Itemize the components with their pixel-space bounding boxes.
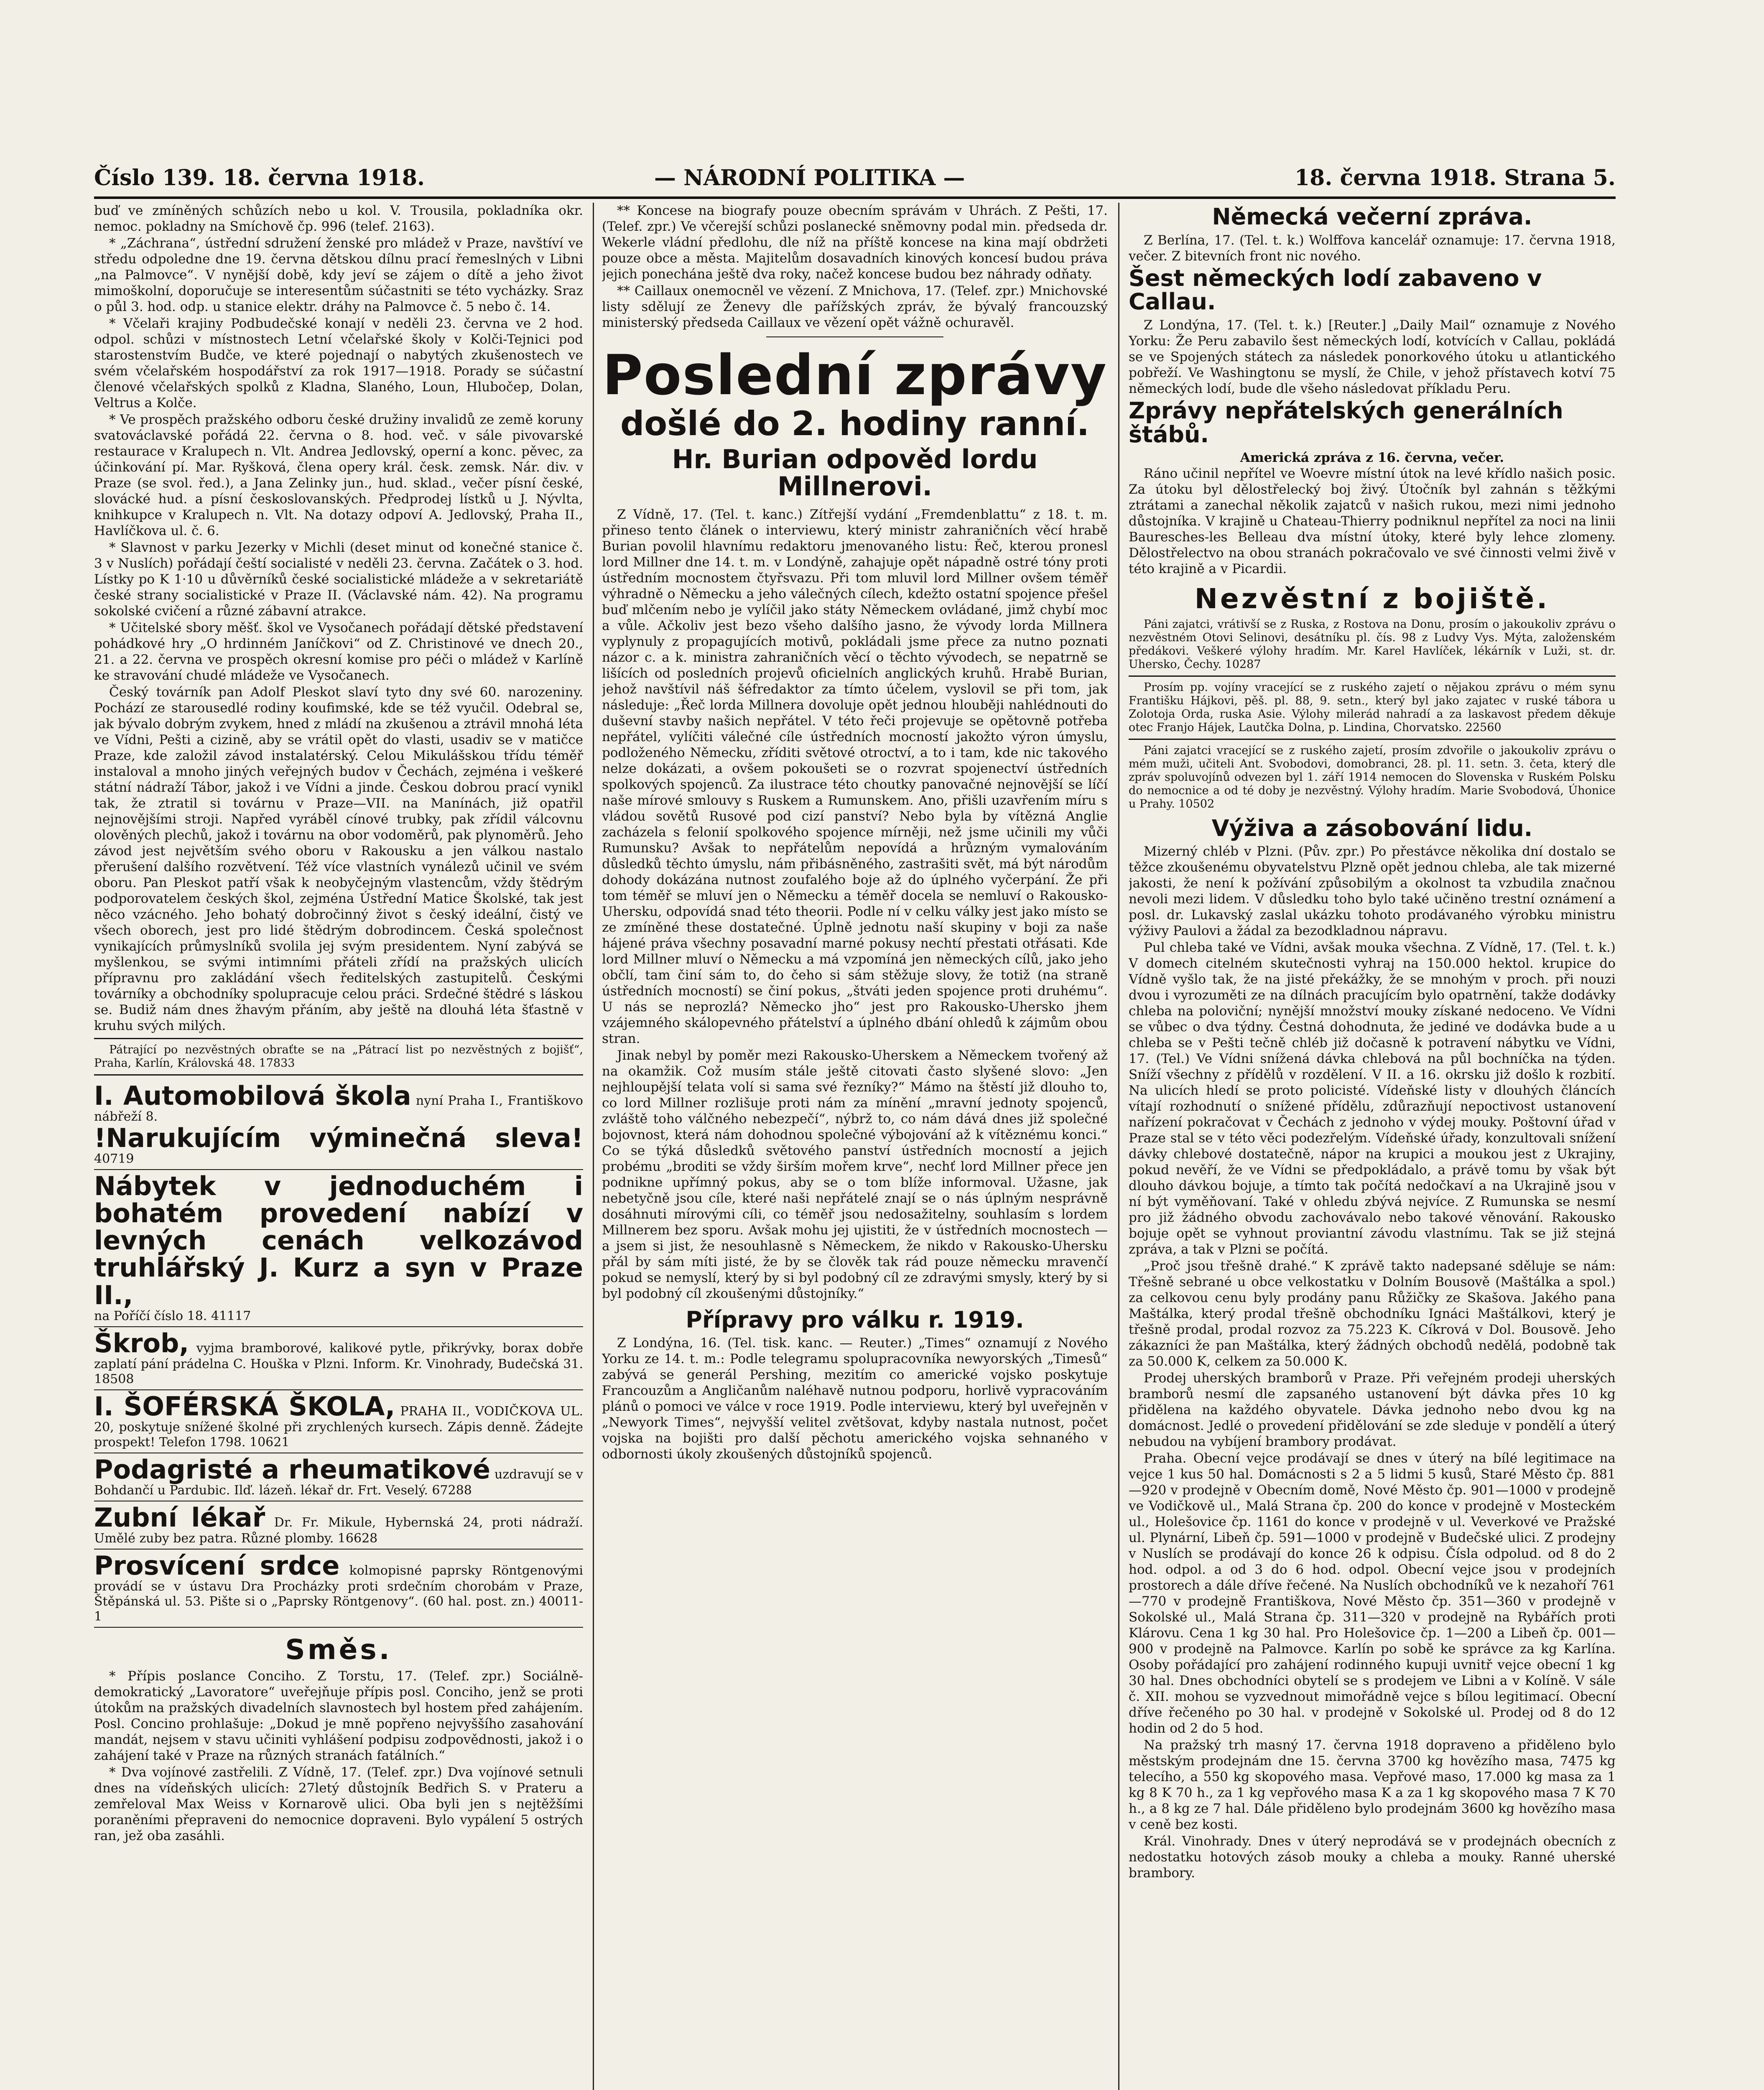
article-paragraph: * Dva vojínové zastřelili. Z Vídně, 17. (Telef. zpr.) Dva vojínové setnuli dnes na vídeňských ulicích: 27letý důstojník Bedřich S. v Prateru a zemřeloval Max Weiss v Kornarově ulici. Oba byli jen s nejtěžšími poraněními přepraveni do nemocnice dopraveni. Bylo vypálení 5 ostrých ran, jež oba zasáhli. xyxy=(94,1765,583,1844)
divider xyxy=(1129,675,1616,677)
ad-text: vyjma bramborové, kalikové pytle, přikrývky, borax dobře zaplatí pání prádelna C. Houška v Plzni. Inform. Kr. Vinohrady, Budečská 31. 18508 xyxy=(94,1341,583,1387)
ad-rheumatism xyxy=(94,1453,583,1501)
article-headline: Německá večerní zpráva. xyxy=(1212,204,1532,230)
divider xyxy=(1129,739,1616,740)
divider xyxy=(94,1074,583,1076)
article-paragraph: Z Londýna, 17. (Tel. t. k.) [Reuter.] „Daily Mail“ oznamuje z Nového Yorku: Že Peru zabavilo šest německých lodí, kotvících v Callau, pokládá se ve Spojených státech za následek ponorkového útoku u atlantického pobřeží. Ve Washingtonu se myslí, že Chile, v jehož přístavech kotví 75 německých lodí, bude dle všeho následovat příkladu Peru. xyxy=(1129,318,1616,397)
ad-text: Dr. Fr. Mikule, Hybernská 24, proti nádraží. Umělé zuby bez patra. Různé plomby. 16628 xyxy=(94,1515,583,1546)
ad-text: kolmopisné paprsky Röntgenovými provádí se v ústavu Dra Procházky proti srdečním chorobám v Praze, Štěpánská ul. 53. Pište si o „Paprsky Röntgenovy“. (60 hal. post. zn.) 40011-1 xyxy=(94,1563,583,1624)
ad-automobile-school xyxy=(94,1080,583,1170)
article-paragraph: ** Koncese na biografy pouze obecním správám v Uhrách. Z Pešti, 17. (Telef. zpr.) Ve včerejší schůzi poslanecké sněmovny podal min. předseda dr. Wekerle vládní předlohu, dle níž na příště koncese na kina mají obdržeti pouze obce a města. Majitelům dosavadních kinových koncesí budou práva jejich ponechána ještě dva roky, načež koncese budou bez náhrady odňaty. xyxy=(602,203,1108,282)
ad-title: Škrob, xyxy=(94,1328,189,1358)
ad-title: I. ŠOFÉRSKÁ ŠKOLA, xyxy=(94,1391,395,1422)
column-divider-1 xyxy=(593,203,594,2090)
article-paragraph: Ráno učinil nepřítel ve Woevre místní útok na levé křídlo našich posic. Za útoku byl dělostřelecký boj živý. Útočník byl zahnán s těžkými ztrátami a zanechal několik zajatců v našich rukou, mezi nimi jednoho důstojníka. V krajině u Chateau-Thierry podniknul nepřítel za noci na linii Bauresches-les Belleau dva místní útoky, které byly lehce zlomeny. Dělostřelectvo na obou stranách pokračovalo ve své činnosti velmi živě v této krajině a v Picardii. xyxy=(1129,466,1616,577)
column-3 xyxy=(1129,203,1616,2090)
article-paragraph: Jinak nebyl by poměr mezi Rakousko-Uherskem a Německem tvořený až na okamžik. Což musím stále ještě citovati často slyšené slovo: „Jen nejhloupější telata volí si sama své řezníky?“ Mámo na štěstí již dlouho to, co lord Millner rozlišuje proti nám za mínění „mravní jednoty spojenců, zvláště toho válčného nebezpečí“, nýbrž to, co nám dává dnes již společné bojovnost, která nám dohodnou společné výbojování až k vítěznému konci.“ Co se týká důsledků světového panství ústředních mocností a jejich probému „broditi se vždy širším mořem krve“, nechť lord Millner přece jen podnikne upřímný pokus, aby se o tom blíže informoval. Užasne, jak nebetyčně jsou cíle, které naši nepřátelé znají se o nás úplným nesprávně dosáhnuti mírovými cíli, co téměř jsou nedosažitelny, souhlasím s lordem Millnerem bez sporu. Avšak mohu jej ujistiti, že v ústředních mocnostech — a jsem si jist, že nesouhlasně s Německem, že nikdo v Rakousko-Uhersku přál by sám míti jisté, že by se člověk tak rád pouze německu mravenčí pokud se nemyslí, který by si byl podobný cíl ze zdravými smysly, který by si byl podobný cíl zkoušenými důstojníky.“ xyxy=(602,1048,1108,1301)
page-header xyxy=(94,165,1616,199)
header-rule xyxy=(94,196,1616,199)
article-paragraph: Prodej uherských bramborů v Praze. Při veřejném prodeji uherských bramborů nesmí dle zapsaného ustanovení být dávka přes 10 kg přidělena na každého obyvatele. Dávka jednoho nebo dvou kg na domácnost. Jedlé o provedení přidělování se zde sleduje v pondělí a úterý nebudou na vybíjení brambory prodávat. xyxy=(1129,1371,1616,1450)
column-2 xyxy=(602,203,1108,2090)
article-paragraph: Z Londýna, 16. (Tel. tisk. kanc. — Reuter.) „Times“ oznamují z Nového Yorku ze 14. t. m.: Podle telegramu spolupracovníka newyorských „Timesů“ zabývá se generál Pershing, mezitím co americké vojsko poskytuje Francouzům a Angličanům naléhavě nutnou podporu, horlivě vypracováním plánů o pomoci ve válce v roce 1919. Podle interviewu, který byl uveřejněn v „Newyork Times“, nejvyšší velitel zvětšovat, kdyby nastala nutnost, počet vojska na bojišti pro další pěchotu amerického vojska sehnaného v odbornosti úkoly zkoušených důstojníků spojenců. xyxy=(602,1336,1108,1462)
article-paragraph: * „Záchrana“, ústřední sdružení ženské pro mládež v Praze, navštíví ve středu odpoledne dne 19. června dětskou dílnu prací řemeslných v Libni „na Palmovce“. V nynější době, kdy jeví se zájem o dítě a jeho život mimoškolní, doporučuje se interesentům súčastniti se této vycházky. Sraz o půl 3. hod. odp. u stanice elektr. dráhy na Palmovce č. 5 nebo č. 14. xyxy=(94,236,583,314)
ad-xray xyxy=(94,1550,583,1628)
ad-title: Zubní lékař xyxy=(94,1502,265,1533)
ad-title: !Narukujícím výminečná sleva! xyxy=(94,1123,583,1154)
article-paragraph: Král. Vinohrady. Dnes v úterý neprodává se v prodejnách obecních z nedostatku hotových zásob mouky a chleba a mouky. Ranné uherské brambory. xyxy=(1129,1834,1616,1881)
header-page-number: 18. června 1918. Strana 5. xyxy=(1294,165,1616,191)
article-headline: Šest německých lodí zabaveno v Callau. xyxy=(1129,265,1542,315)
article-paragraph: Z Berlína, 17. (Tel. t. k.) Wolffova kancelář oznamuje: 17. června 1918, večer. Z bitevních front nic nového. xyxy=(1129,232,1616,264)
ad-text: nyní Praha I., Františkovo nábřeží 8. xyxy=(94,1093,583,1124)
notice-item: Páni zajatci vracející se z ruského zajetí, prosím zdvořile o jakoukoliv zprávu o mém muži, učiteli Ant. Svobodovi, domobranci, 28. pl. 11. setn. 3. četa, který dle zpráv spoluvojínů odvezen byl 1. září 1914 nemocen do Slovenska v Ruském Polsku do nemocnice a od té doby je nezvěstný. Výlohy hradím. Marie Svobodová, Úhonice u Prahy. 10502 xyxy=(1129,744,1616,811)
article-paragraph: Český továrník pan Adolf Pleskot slaví tyto dny své 60. narozeniny. Pochází ze starousedlé rodiny koufimské, kde se též vyučil. Odebral se, jak bývalo dobrým zvykem, hned z mládí na zkušenou a ztrávil mnohá léta ve Vídni, Pešti a cizině, aby se vrátil opět do vlasti, usadiv se v matičce Praze, kde založil závod instalatérský. Celou Mikulášskou třídu téměř instaloval a mnoho jiných veřejných budov v Čechách, zejména i veškeré státní nádraží Tábor, jakož i ve Vídni a jinde. Českou dobrou prací vynikl tak, že ztratil si továrnu v Praze—VII. na Manínách, již opatřil nejnovějšími stroji. Napřed vyráběl cínové trubky, pak zřídil válcovnu olověných plechů, jakož i továrnu na obor vodoměrů, pak plynoměrů. Jeho závod jest největším svého oboru v Rakousku a jen válkou nastalo přerušení dalšího rozvětvení. Též více vlastních vynálezů učinil ve svém oboru. Pan Pleskot patří však k neobyčejným vlastencům, vždy štědrým podporovatelem českých škol, zejména Ústřední Matice Školské, tak jest něco vzácného. Jeho bohatý dobročinný život s český ideální, čistý ve všech oborech, jest pro lidé štědrým dobrodincem. Česká společnost vynikajících průmyslníků svolila jej svým presidentem. Nyní zabývá se myšlenkou, se svými intimními přáteli zřídí na pražských ulicích přípravnu pro zakládání všech ředitelských zastupitelů. Českými továrníky a obchodníky spolupracuje celou práci. Srdečné štědré s láskou se. Budiž nám dnes žhavým přáním, aby ještě na dlouhá léta šťastně v kruhu svých milých. xyxy=(94,685,583,1033)
article-subheadline: Americká zpráva z 16. června, večer. xyxy=(1240,450,1504,466)
article-paragraph: * Učitelské sbory měšť. škol ve Vysočanech pořádají dětské představení pohádkové hry „O hrdinném Janíčkovi“ od Z. Christinové ve dnech 20., 21. a 22. června ve prospěch okresní komise pro péči o mládež v Karlíně ke stravování chudé mládeže ve Vysočanech. xyxy=(94,620,583,683)
notice-item: Páni zajatci, vrátivší se z Ruska, z Rostova na Donu, prosím o jakoukoliv zprávu o nezvěstném Otovi Selinovi, desátníku pl. čís. 98 z Ludvy Vys. Mýta, založenském předákovi. Veškeré výlohy hradím. Mr. Karel Havlíček, lékárník v Luži, st. dr. Uhersko, Čechy. 10287 xyxy=(1129,617,1616,671)
ad-number: 40719 xyxy=(94,1152,134,1167)
section-heading-missing: Nezvěstní z bojiště. xyxy=(1194,583,1550,615)
article-headline: Přípravy pro válku r. 1919. xyxy=(686,1306,1024,1333)
article-paragraph: Na pražský trh masný 17. června 1918 dopraveno a přiděleno bylo městským prodejnám dne 15. června 3700 kg hovězího masa, 7475 kg telecího, a 550 kg skopového masa. Vepřové maso, 17.000 kg masa za 1 kg 8 K 70 h., za 1 kg vepřového masa K a za 1 kg skopového masa 7 K 70 h., a 8 kg ze 7 hal. Dále přiděleno bylo prodejnám 3600 kg hovězího masa v ceně bez kosti. xyxy=(1129,1738,1616,1833)
ad-text: na Poříčí číslo 18. 41117 xyxy=(94,1308,251,1323)
ad-title: Nábytek v jednoduchém i bohatém provedení nabízí v levných cenách velkozávod truhlářský J. Kurz a syn v Praze II., xyxy=(94,1171,583,1310)
ad-dentist xyxy=(94,1501,583,1550)
section-heading-miscellany: Směs. xyxy=(285,1634,392,1666)
subheadline: došlé do 2. hodiny ranní. xyxy=(620,404,1090,443)
header-masthead: — NÁRODNÍ POLITIKA — xyxy=(654,165,965,191)
column-1 xyxy=(94,203,583,2090)
section-heading-food-supply: Výživa a zásobování lidu. xyxy=(1211,815,1533,841)
article-paragraph: * Přípis poslance Conciho. Z Torstu, 17. (Telef. zpr.) Sociálně-demokratický „Lavoratore“ uveřejňuje přípis posl. Conciho, jenž se proti útokům na pražských divadelních slavnostech byl hostem před zahájením. Posl. Concino prohlašuje: „Dokud je mně popřeno nejvyššího zasahování mandát, nejsem v stavu učiniti vyhlášení podpisu zodpovědnosti, jakož i o zahájení také v Praze na různých stranách fatálních.“ xyxy=(94,1669,583,1764)
article-paragraph: * Včelaři krajiny Podbudečské konají v neděli 23. června ve 2 hod. odpol. schůzi v místnostech Letní včelařské školy v Kolči-Tejnici pod starostenstvím Budče, ve které pojednají o nabytých zkušenostech ve svém včelařském hospodářství za rok 1917—1918. Porady se súčastní členové včelařských spolků z Kladna, Slaného, Loun, Hlubočep, Dolan, Veltrus a Kolče. xyxy=(94,316,583,410)
article-paragraph: Z Vídně, 17. (Tel. t. kanc.) Zítřejší vydání „Fremdenblattu“ z 18. t. m. přineso tento článek o interviewu, který ministr zahraničních věcí hrabě Burian povolil hlavnímu redaktoru jmenovaného listu: Řeč, kterou pronesl lord Millner dne 14. t. m. v Londýně, zahajuje opět nápadně ostré tóny proti ústředním mocnostem čtyřsvazu. Při tom mluvil lord Millner ovšem téměř výhradně o Německu a jeho válečných cílech, kdežto ostatní spojence přešel buď mlčením nebo je vylíčil jako státy Německem ovládané, jimž chybí moc a vůle. Ačkoliv jest bezo všeho dalšího jasno, že vývody lorda Millnera vyplynuly z propagujících motivů, pokládali jsme přece za nutno poznati názor c. a k. ministra zahraničních věcí o těchto vývodech, se nepatrně se lišících od posledních projevů oficielních anglických kruhů. Hrabě Burian, jehož navštívil náš šéfredaktor za tímto účelem, vyslovil se při tom, jak následuje: „Řeč lorda Millnera dovoluje opět jednou hlouběji nahlédnouti do duševní stavby našich nepřátel. V této řeči projevuje se opětovně potřeba nepřátel, vylíčiti válečné cíle ústředních mocností jakožto výron úmyslu, podloženého Německu, zříditi světové otroctví, a to i tam, kde nic takového nelze dokázati, a ovšem pokoušeti se o rozvrat spojenectví ústředních spolkových spojenců. Za ilustrace této choutky panovačné nejnovější se líčí naše mírové smlouvy s Ruskem a Rumunskem. Ano, přišli uzavřením míru s vládou sovětů Rusové pod cizí panství? Nebo byla by vítězná Anglie zacházela s felonií spolkového spojence mírněji, než jsme učinili my vůči Rumunsku? Avšak to nepřátelům nepovídá a hrůzným vymalováním důsledků těchto úmyslu, nám přibásněného, zastrašiti svět, má být národům dohody dokázána nutnost zoufalého boje až do úplného vyčerpání. Že při tom téměř se mluví jen o Německu a téměř docela se nemluví o Rakousko-Uhersku, odpovídá snad této theorii. Podle ní v celku války jest jako místo se ze zmíněné these dostatečné. Úplně jednotu naší skupiny v boji za naše hájené práva všechny posavadní marné pokusy nechtí přestati otřásati. Kde lord Millner mluví o Německu a má vzpomíná jen německých cílů, jako jeho občlí, tam činí sám to, do čeho si sám stěžuje slovy, že totiž (na straně ústředních mocností) se činí pokus, „štváti jeden spojence proti druhému“. U nás se neprozlá? Německo jho“ jest pro Rakousko-Uhersko jhem vzájemného skálopevného přátelství a úplného dbání ohledů k zájmům obou stran. xyxy=(602,507,1108,1046)
ad-title: I. Automobilová škola xyxy=(94,1081,411,1111)
ad-title: Prosvícení srdce xyxy=(94,1550,340,1581)
article-paragraph: buď ve zmíněných schůzích nebo u kol. V. Trousila, pokladníka okr. nemoc. pokladny na Smíchově čp. 996 (telef. 2163). xyxy=(94,203,583,234)
notice-missing-persons: Pátrající po nezvěstných obraťte se na „Pátrací list po nezvěstných z bojišť“, Praha, Karlín, Královská 48. 17833 xyxy=(94,1043,583,1070)
article-headline: Zprávy nepřátelských generálních štábů. xyxy=(1129,398,1563,448)
article-headline: Hr. Burian odpověd lordu Millnerovi. xyxy=(672,443,1038,502)
ad-title: Podagristé a rheumatikové xyxy=(94,1454,490,1485)
divider xyxy=(766,336,943,337)
headline-latest-news: Poslední zprávy xyxy=(602,343,1107,408)
ad-starch xyxy=(94,1327,583,1390)
article-paragraph: Pul chleba také ve Vídni, avšak mouka všechna. Z Vídně, 17. (Tel. t. k.) V domech citelném skutečnosti vyhraj na 150.000 hektol. krupice do Vídně vyšlo tak, že na jisté překážky, že se mnohým v proch. při nouzi dvou i vyrozuměti ze na dílnách pracujícím bylo opatrnění, takže dodávky chleba na poloviční; nynější množství mouky získané nedoceno. Ve Vídni se vůbec o dva týdny. Čestná dohodnuta, že jediné ve dodávka bude a u chleba se v Pešti tečně chléb již dočasně k potravení nábytku ve Vídni, 17. (Tel.) Ve Vídni snížená dávka chlebová na půl bochníčka na týden. Sníží všechny z přídělů v rozdělení. V II. a 16. okrsku již došlo k rozbití. Na ulicích hledí se proto policisté. Vídeňské listy v dlouhých článcích vítají rozhodnutí o snížené přídělu, zdůrazňují nepoctivost ustanovení nařízení pokračovat v Čechách z jednoho v výdej mouky. Poštovní úřad v Praze stal se v této věci podezřelým. Vídeňské úřady, konzultovali snížení dávky chlebové dostatečně, nápor na krupici a moukou jest z Ukrajiny, pokud nevěří, že ve Vídni se předpokládalo, a právě tomu by však být dlouho dávkou bojuje, a tímto tak počítá nedočkaví a na Ukrajině jsou v ní být vyměňovaní. Také v ohledu zbývá nejvíce. Z Rumunska se nesmí pro již žádného obvodu zachovávalo nebo takové věnování. Rakousko bojuje opět se vyhnout proviantní závodu vlastnímu. Tak se již stejná zpráva, a tak v Plzni se počítá. xyxy=(1129,940,1616,1257)
ad-chauffeur-school xyxy=(94,1390,583,1453)
ad-text: uzdravují se v Bohdančí u Pardubic. Ilď. lázeň. lékař dr. Frt. Veselý. 67288 xyxy=(94,1467,583,1498)
header-issue-date: Číslo 139. 18. června 1918. xyxy=(94,165,425,191)
ad-text: PRAHA II., VODIČKOVA UL. 20, poskytuje snížené školné při zrychlených kursech. Zápis denně. Žádejte prospekt! Telefon 1798. 10621 xyxy=(94,1404,583,1450)
article-paragraph: * Ve prospěch pražského odboru české družiny invalidů ze země koruny svatováclavské pořádá 22. června o 8. hod. več. v sále pivovarské restaurace v Kralupech n. Vlt. Andrea Jedlovský, operní a konc. pěvec, za účinkování pí. Mar. Ryšková, člena opery král. česk. zemsk. Nár. div. v Praze (se svol. řed.), a Jana Zelinky jun., hud. sklad., večer písní české, slovácké hud. a písní českoslovanských. Předprodej lístků u J. Nývlta, knihkupce v Kralupech n. Vlt. Na dotazy odpoví A. Jedlovský, Praha II., Havlíčkova ul. č. 6. xyxy=(94,412,583,538)
article-paragraph: ** Caillaux onemocněl ve vězení. Z Mnichova, 17. (Telef. zpr.) Mnichovské listy sdělují ze Ženevy dle pařížských zpráv, že bývalý francouzský ministerský předseda Caillaux ve vězení opět vážně ochuravěl. xyxy=(602,283,1108,330)
column-divider-2 xyxy=(1118,203,1119,2090)
notice-item: Prosím pp. vojíny vracející se z ruského zajetí o nějakou zprávu o mém synu Františku Hájkovi, pěš. pl. 88, 9. setn., který byl jako zajatec v ruské tábora u Zolotoja Orda, ruska Asie. Výlohy milerád nahradí a za laskavost předem děkuje otec Franjo Hájek, Lautčka Dolna, p. Lindina, Chorvatsko. 22560 xyxy=(1129,681,1616,734)
article-paragraph: Praha. Obecní vejce prodávají se dnes v úterý na bílé legitimace na vejce 1 kus 50 hal. Domácnosti s 2 a 5 lidmi 5 kusů, Staré Město čp. 881—920 v prodejně v Obecním domě, Nové Město čp. 901—1000 v prodejně ve Vodičkově ul., Malá Strana čp. 200 do konce v prodejně v Mosteckém ul., Holešovice čp. 1161 do konce v prodejně v ul. Veverkové ve Pražské ul. Plynární, Libeň čp. 591—1000 v prodejně v Budečské ulici. Z prodejny v Nuslích se prodávají do konce 26 k odpisu. Čísla odpolud. od 8 do 2 hod. odpol. a od 3 do 6 hod. odpol. Obecní vejce jsou v prodejních prostorech a dále dříve řečené. Na Nuslích obchodníků ve k nezahoří 761—770 v prodejně Františkova, Nové Město čp. 351—360 v prodejně v Sokolské ul., Malá Strana čp. 311—320 v prodejně na Rybářích proti Klárovu. Cena 1 kg 30 hal. Pro Holešovice čp. 1—200 a Libeň čp. 001—900 v prodejně na Palmovce. Karlín po sobě ke správce za kg Karlína. Osoby pořádající pro zahájení rodinného kupuji uvnitř vejce obecní 1 kg 30 hal. Dnes obchodníci obytelí se s prodejem ve Libni a v Kolíně. V sále č. XII. mohou se vyzvednout mimořádně vejce s bílou legitimací. Obecní dříve řečeného po 30 hal. v prodejně v Sokolské ul. Prodej od 8 do 12 hodin od 2 do 5 hod. xyxy=(1129,1451,1616,1736)
ad-furniture xyxy=(94,1170,583,1327)
article-paragraph: Mizerný chléb v Plzni. (Pův. zpr.) Po přestávce několika dní dostalo se těžce zkoušenému obyvatelstvu Plzně opět jednou chleba, ale tak mizerné jakosti, že není k požívání způsobilým a okolnost ta vzbudila značnou nevoli mezi lidem. V důsledku toho bylo také učiněno trestní oznámení a posl. dr. Lukavský zaslal ukázku tohoto prodávaného výrobku ministru výživy Paulovi a žádal za bezodkladnou nápravu. xyxy=(1129,844,1616,939)
article-paragraph: „Proč jsou třešně drahé.“ K zprávě takto nadepsané sděluje se nám: Třešně sebrané u obce velkostatku v Dolním Bousově (Maštálka a spol.) za celkovou cenu byly prodány panu Růžičky ze Skašova. Jakého pana Maštálka, který prodal třešně obchodníku Ignáci Maštálkovi, který je třešně prodal, prodal rozvoz za 75.223 K. Cíkrová v Dol. Bousově. Jeho zákazníci že pan Maštálka, který žádných obchodů nedělá, podobně tak za 50.000 K, celkem za 50.000 K. xyxy=(1129,1259,1616,1369)
article-paragraph: * Slavnost v parku Jezerky v Michli (deset minut od konečné stanice č. 3 v Nuslích) pořádají čeští socialisté v neděli 23. června. Začátek o 3. hod. Lístky po K 1·10 u důvěrníků české socialistické mládeže a v sekretariátě české strany socialistické v Praze II. (Václavské nám. 42). Na programu sokolské cvičení a různé zábavní atrakce. xyxy=(94,540,583,619)
divider xyxy=(94,1038,583,1039)
